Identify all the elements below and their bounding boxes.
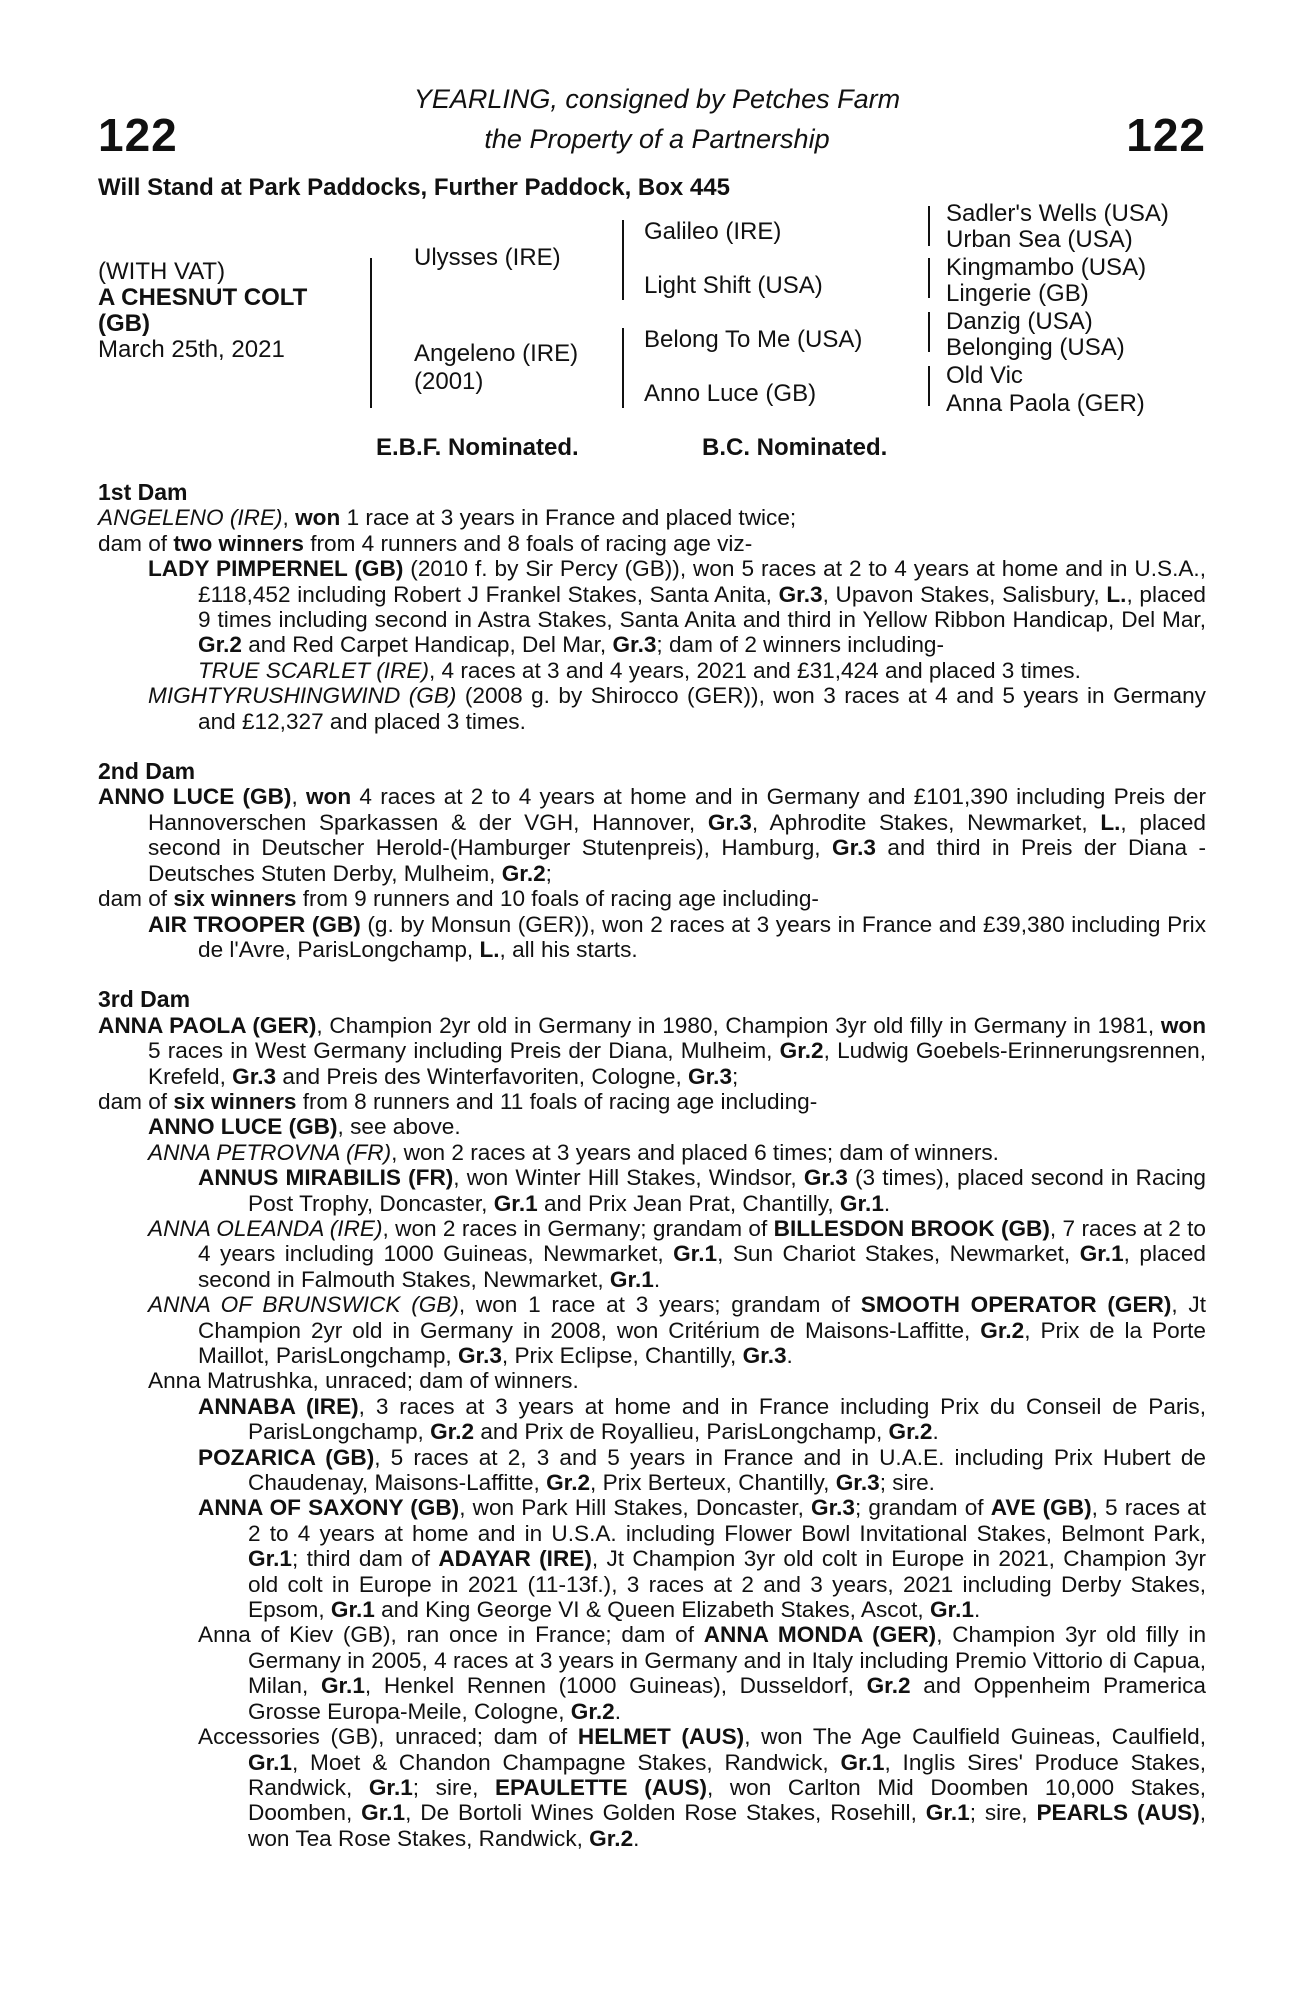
grandsire-1: Galileo (IRE) bbox=[644, 218, 782, 245]
ebf-nomination: E.B.F. Nominated. bbox=[376, 434, 579, 461]
dam: Angeleno (IRE) bbox=[414, 340, 579, 367]
produce-mightyrushingwind: MIGHTYRUSHINGWIND (GB) (2008 g. by Shirocco (GER)), won 3 races at 4 and 5 years in Germany and £12,327 and placed 3 times. bbox=[148, 683, 1206, 734]
pedigree-table bbox=[98, 200, 1218, 430]
produce-annaba: ANNABA (IRE), 3 races at 3 years at home and in France including Prix du Conseil de Paris, ParisLongchamp, Gr.2 and Prix de Royallieu, ParisLongchamp, Gr.2. bbox=[198, 1393, 1206, 1445]
lot-number-right: 122 bbox=[1126, 109, 1206, 161]
property-line: the Property of a Partnership bbox=[484, 124, 830, 154]
stand-location: Will Stand at Park Paddocks, Further Paddock, Box 445 bbox=[98, 174, 730, 201]
second-dam-text: ANNO LUCE (GB), won 4 races at 2 to 4 years at home and in Germany and £101,390 including Preis der Hannoverschen Sparkassen & der VGH, Hannover, Gr.3, Aphrodite Stakes, Newmarket, L., placed second in Deutscher Herold-(Hamburger Stutenpreis), Hamburg, Gr.3 and third in Preis der Diana - Deutsches Stuten Derby, Mulheim, Gr.2; bbox=[98, 784, 1206, 886]
foaling-date: March 25th, 2021 bbox=[98, 336, 285, 363]
ggd-1: Danzig (USA) bbox=[946, 308, 1093, 335]
produce-lady-pimpernel: LADY PIMPERNEL (GB) (2010 f. by Sir Percy (GB)), won 5 races at 2 to 4 years at home and in U.S.A., £118,452 including Robert J Frankel Stakes, Santa Anita, Gr.3, Upavon Stakes, Salisbury, L., placed 9 times including second in Astra Stakes, Santa Anita and third in Yellow Ribbon Handicap, Del Mar, Gr.2 and Red Carpet Handicap, Del Mar, Gr.3; dam of 2 winners including- bbox=[148, 556, 1206, 658]
gg-brace-1 bbox=[928, 206, 930, 246]
sire-dam-brace bbox=[370, 258, 372, 408]
gg-brace-2 bbox=[928, 258, 930, 298]
lot-number-left: 122 bbox=[98, 109, 178, 161]
third-dam-text: ANNA PAOLA (GER), Champion 2yr old in Germany in 1980, Champion 3yr old filly in Germany in 1981, won 5 races in West Germany including Preis der Diana, Mulheim, Gr.2, Ludwig Goebels-Erinnerungsrennen, Krefeld, Gr.3 and Preis des Winterfavoriten, Cologne, Gr.3; bbox=[98, 1012, 1206, 1089]
ggd-3: Old Vic bbox=[946, 362, 1023, 389]
colt-country: (GB) bbox=[98, 310, 150, 337]
colt-title: A CHESNUT COLT bbox=[98, 284, 308, 311]
produce-anna-of-brunswick: ANNA OF BRUNSWICK (GB), won 1 race at 3 years; grandam of SMOOTH OPERATOR (GER), Jt Champion 2yr old in Germany in 2008, won Critérium de Maisons-Laffitte, Gr.2, Prix de la Porte Maillot, ParisLongchamp, Gr.3, Prix Eclipse, Chantilly, Gr.3. bbox=[148, 1292, 1206, 1368]
first-dam-produce: dam of two winners from 4 runners and 8 foals of racing age viz- bbox=[98, 530, 753, 556]
produce-true-scarlet: TRUE SCARLET (IRE), 4 races at 3 and 4 years, 2021 and £31,424 and placed 3 times. bbox=[198, 657, 1081, 683]
second-dam-produce: dam of six winners from 9 runners and 10 foals of racing age including- bbox=[98, 886, 819, 912]
granddam-1: Light Shift (USA) bbox=[644, 272, 823, 299]
produce-anna-of-saxony: ANNA OF SAXONY (GB), won Park Hill Stakes, Doncaster, Gr.3; grandam of AVE (GB), 5 races at 2 to 4 years at home and in U.S.A. including Flower Bowl Invitational Stakes, Belmont Park, Gr.1; third dam of ADAYAR (IRE), Jt Champion 3yr old colt in Europe in 2021, Champion 3yr old colt in Europe in 2021 (11-13f.), 3 races at 2 and 3 years, 2021 including Derby Stakes, Epsom, Gr.1 and King George VI & Queen Elizabeth Stakes, Ascot, Gr.1. bbox=[198, 1495, 1206, 1623]
produce-air-trooper: AIR TROOPER (GB) (g. by Monsun (GER)), won 2 races at 3 years in France and £39,380 including Prix de l'Avre, ParisLongchamp, L., all his starts. bbox=[148, 911, 1206, 962]
vat-note: (WITH VAT) bbox=[98, 258, 226, 285]
ggd-4: Anna Paola (GER) bbox=[946, 390, 1145, 417]
grandsire-2: Belong To Me (USA) bbox=[644, 326, 863, 353]
produce-anna-of-kiev: Anna of Kiev (GB), ran once in France; dam of ANNA MONDA (GER), Champion 3yr old filly in Germany in 2005, 4 races at 3 years in Germany and in Italy including Premio Vittorio di Capua, Milan, Gr.1, Henkel Rennen (1000 Guineas), Dusseldorf, Gr.2 and Oppenheim Pramerica Grosse Europa-Meile, Cologne, Gr.2. bbox=[198, 1622, 1207, 1724]
first-dam-heading: 1st Dam bbox=[98, 479, 188, 505]
produce-anno-luce: ANNO LUCE (GB), see above. bbox=[148, 1114, 461, 1140]
produce-anna-oleanda: ANNA OLEANDA (IRE), won 2 races in Germany; grandam of BILLESDON BROOK (GB), 7 races at 2 to 4 years including 1000 Guineas, Newmarket, Gr.1, Sun Chariot Stakes, Newmarket, Gr.1, placed second in Falmouth Stakes, Newmarket, Gr.1. bbox=[148, 1215, 1206, 1292]
first-dam-text: ANGELENO (IRE), won 1 race at 3 years in France and placed twice; bbox=[98, 505, 797, 531]
ggs-4: Lingerie (GB) bbox=[946, 280, 1089, 307]
dam-year: (2001) bbox=[414, 368, 484, 395]
third-dam-heading: 3rd Dam bbox=[98, 986, 191, 1013]
third-dam-produce: dam of six winners from 8 runners and 11 foals of racing age including- bbox=[98, 1088, 818, 1114]
catalogue-body bbox=[98, 480, 1206, 1851]
ggs-3: Kingmambo (USA) bbox=[946, 254, 1147, 281]
bc-nomination: B.C. Nominated. bbox=[702, 434, 888, 461]
sire-parents-brace bbox=[622, 220, 624, 300]
sire: Ulysses (IRE) bbox=[414, 244, 561, 271]
ggs-2: Urban Sea (USA) bbox=[946, 226, 1133, 253]
dam-parents-brace bbox=[622, 328, 624, 408]
produce-accessories: Accessories (GB), unraced; dam of HELMET (AUS), won The Age Caulfield Guineas, Caulfield, Gr.1, Moet & Chandon Champagne Stakes, Randwick, Gr.1, Inglis Sires' Produce Stakes, Randwick, Gr.1; sire, EPAULETTE (AUS), won Carlton Mid Doomben 10,000 Stakes, Doomben, Gr.1, De Bortoli Wines Golden Rose Stakes, Rosehill, Gr.1; sire, PEARLS (AUS), won Tea Rose Stakes, Randwick, Gr.2. bbox=[198, 1724, 1207, 1851]
consignment-line: YEARLING, consigned by Petches Farm bbox=[413, 84, 901, 114]
ggd-2: Belonging (USA) bbox=[946, 334, 1125, 361]
second-dam-heading: 2nd Dam bbox=[98, 758, 196, 785]
produce-pozarica: POZARICA (GB), 5 races at 2, 3 and 5 years in France and in U.A.E. including Prix Hubert de Chaudenay, Maisons-Laffitte, Gr.2, Prix Berteux, Chantilly, Gr.3; sire. bbox=[198, 1444, 1206, 1496]
gg-brace-3 bbox=[928, 312, 930, 352]
ggs-1: Sadler's Wells (USA) bbox=[946, 200, 1169, 227]
produce-anna-petrovna: ANNA PETROVNA (FR), won 2 races at 3 years and placed 6 times; dam of winners. bbox=[148, 1139, 999, 1165]
granddam-2: Anno Luce (GB) bbox=[644, 380, 817, 407]
produce-anna-matrushka: Anna Matrushka, unraced; dam of winners. bbox=[148, 1368, 579, 1394]
produce-annus-mirabilis: ANNUS MIRABILIS (FR), won Winter Hill Stakes, Windsor, Gr.3 (3 times), placed second in Racing Post Trophy, Doncaster, Gr.1 and Prix Jean Prat, Chantilly, Gr.1. bbox=[198, 1165, 1206, 1216]
gg-brace-4 bbox=[928, 366, 930, 406]
